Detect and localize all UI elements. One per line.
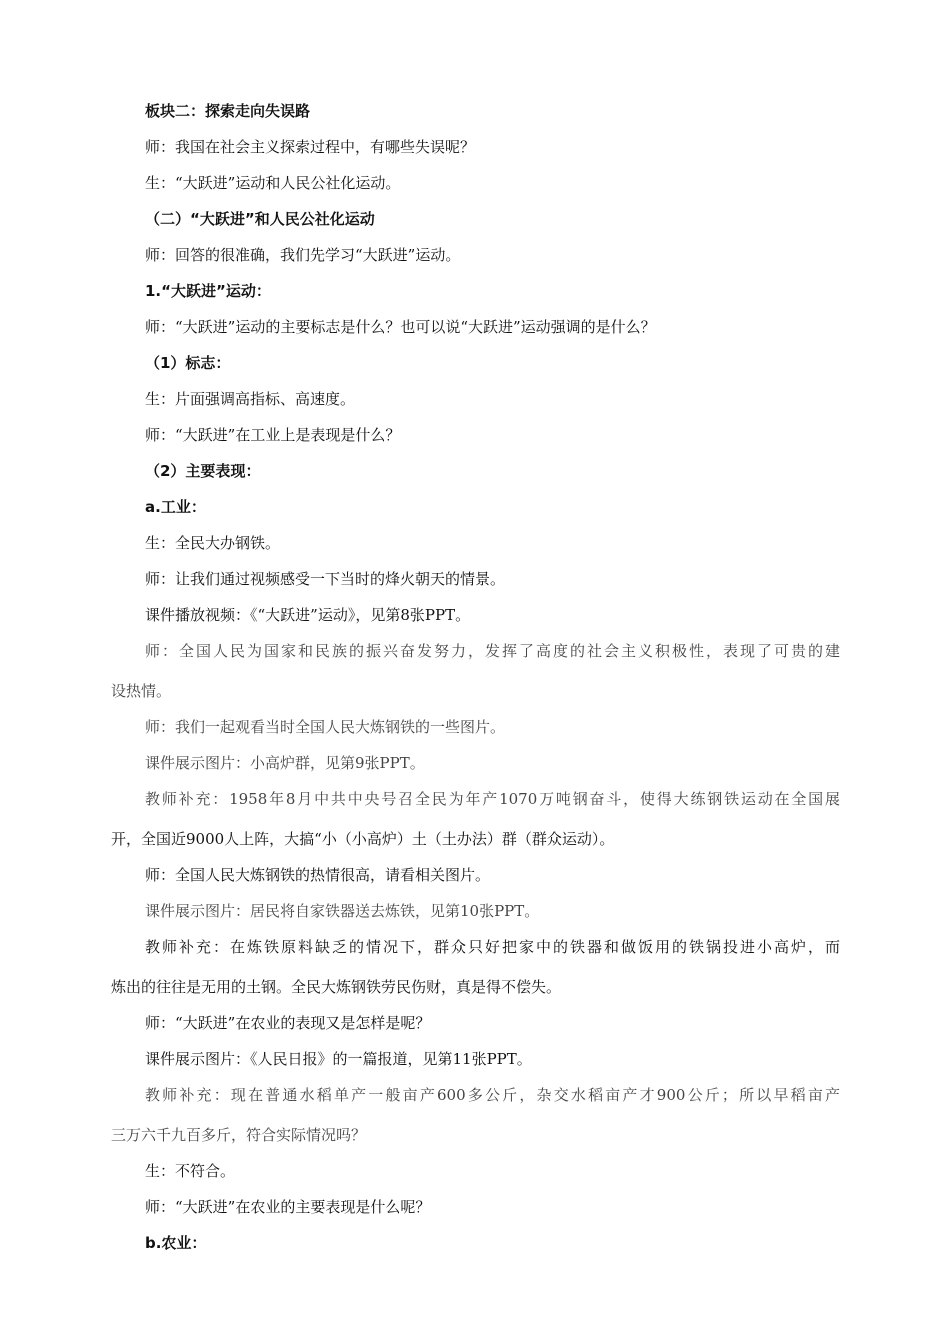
paragraph: 教师补充：在炼铁原料缺乏的情况下，群众只好把家中的铁器和做饭用的铁锅投进小高炉，而 — [145, 938, 840, 956]
paragraph: 开，全国近9000人上阵，大搞“小（小高炉）土（土办法）群（群众运动）。 — [111, 830, 615, 848]
paragraph: 课件展示图片：小高炉群，见第9张PPT。 — [145, 754, 425, 772]
item-heading: （2）主要表现： — [145, 462, 261, 480]
paragraph: 生：“大跃进”运动和人民公社化运动。 — [145, 174, 401, 192]
subsection-heading: （二）“大跃进”和人民公社化运动 — [145, 210, 375, 228]
paragraph: 师：“大跃进”运动的主要标志是什么？也可以说“大跃进”运动强调的是什么？ — [145, 318, 656, 336]
paragraph: 生：全民大办钢铁。 — [145, 534, 281, 552]
item-heading: 1.“大跃进”运动： — [145, 282, 271, 300]
paragraph: 教师补充：现在普通水稻单产一般亩产600多公斤，杂交水稻亩产才900公斤；所以早稻亩产 — [145, 1086, 840, 1104]
section-heading: 板块二：探索走向失误路 — [145, 102, 311, 120]
paragraph: 设热情。 — [111, 682, 172, 700]
item-heading: b.农业： — [145, 1234, 207, 1252]
paragraph: 师：“大跃进”在工业上是表现是什么？ — [145, 426, 401, 444]
paragraph: 师：“大跃进”在农业的表现又是怎样是呢？ — [145, 1014, 431, 1032]
paragraph: 师：“大跃进”在农业的主要表现是什么呢？ — [145, 1198, 431, 1216]
paragraph: 炼出的往往是无用的土钢。全民大炼钢铁劳民伤财，真是得不偿失。 — [111, 978, 562, 996]
paragraph: 教师补充：1958年8月中共中央号召全民为年产1070万吨钢奋斗，使得大练钢铁运动在全国展 — [145, 790, 840, 808]
paragraph: 师：回答的很准确，我们先学习“大跃进”运动。 — [145, 246, 461, 264]
paragraph: 师：全国人民大炼钢铁的热情很高，请看相关图片。 — [145, 866, 491, 884]
item-heading: a.工业： — [145, 498, 206, 516]
paragraph: 生：不符合。 — [145, 1162, 236, 1180]
paragraph: 师：我国在社会主义探索过程中，有哪些失误呢？ — [145, 138, 476, 156]
paragraph: 师：让我们通过视频感受一下当时的烽火朝天的情景。 — [145, 570, 506, 588]
paragraph: 课件展示图片：居民将自家铁器送去炼铁，见第10张PPT。 — [145, 902, 540, 920]
paragraph: 师：我们一起观看当时全国人民大炼钢铁的一些图片。 — [145, 718, 506, 736]
paragraph: 师：全国人民为国家和民族的振兴奋发努力，发挥了高度的社会主义积极性，表现了可贵的建 — [145, 642, 840, 660]
paragraph: 课件播放视频：《“大跃进”运动》，见第8张PPT。 — [145, 606, 471, 624]
paragraph: 课件展示图片：《人民日报》的一篇报道，见第11张PPT。 — [145, 1050, 532, 1068]
paragraph: 三万六千九百多斤，符合实际情况吗？ — [111, 1126, 367, 1144]
item-heading: （1）标志： — [145, 354, 231, 372]
paragraph: 生：片面强调高指标、高速度。 — [145, 390, 356, 408]
